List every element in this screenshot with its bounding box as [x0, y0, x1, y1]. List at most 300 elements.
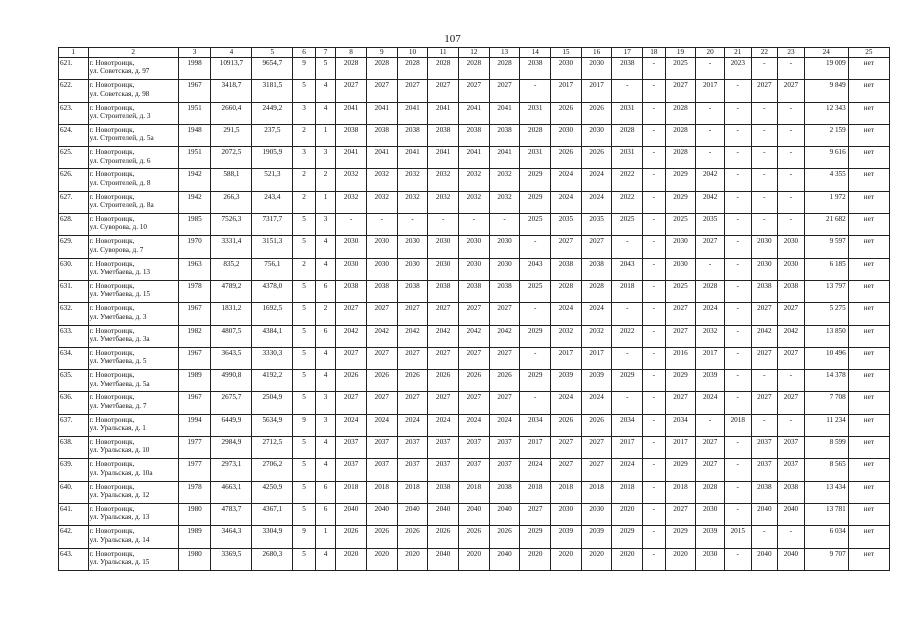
address-city: г. Новотроицк, [89, 237, 135, 246]
table-cell: 2029 [520, 370, 551, 392]
table-cell: 2042 [366, 325, 397, 347]
table-cell: 2027 [428, 80, 459, 102]
table-cell: 2037 [459, 459, 490, 481]
table-cell: - [724, 503, 751, 525]
table-cell: 2027 [459, 303, 490, 325]
table-cell: - [643, 280, 666, 302]
table-cell: нет [848, 526, 889, 548]
table-cell: 2022 [612, 191, 643, 213]
table-cell: 2025 [520, 280, 551, 302]
row-number: 632. [59, 303, 89, 325]
column-header: 23 [778, 48, 805, 58]
table-row [59, 147, 890, 169]
table-cell: 5 [293, 214, 316, 236]
table-cell: 2026 [489, 370, 520, 392]
table-cell: 1 [315, 124, 335, 146]
table-cell: - [724, 102, 751, 124]
table-cell: 2017 [696, 80, 725, 102]
table-cell: 2027 [751, 80, 778, 102]
table-cell: 2038 [366, 280, 397, 302]
address-cell [88, 481, 178, 503]
table-cell: 1977 [178, 437, 211, 459]
table-cell: нет [848, 147, 889, 169]
table-cell: 2032 [366, 191, 397, 213]
table-cell: нет [848, 169, 889, 191]
table-cell: 2027 [551, 236, 582, 258]
table-cell: - [724, 169, 751, 191]
table-cell: 2039 [581, 526, 612, 548]
column-header: 4 [211, 48, 252, 58]
address-city: г. Новотроицк, [89, 304, 135, 313]
table-cell: 2030 [397, 236, 428, 258]
table-cell: 4 [315, 437, 335, 459]
table-cell: 2040 [428, 548, 459, 570]
table-cell: 2706,2 [252, 459, 293, 481]
table-cell: 2038 [520, 58, 551, 80]
table-cell: 2027 [665, 325, 696, 347]
table-cell: - [724, 124, 751, 146]
housing-registry-table [58, 47, 890, 571]
address-street: ул. Советская, д. 98 [89, 89, 150, 98]
table-cell: 2042 [696, 191, 725, 213]
table-cell: 2042 [428, 325, 459, 347]
address-street: ул. Суворова, д. 10 [89, 223, 147, 232]
address-street: ул. Уметбаева, д. 15 [89, 290, 151, 299]
table-cell: - [643, 526, 666, 548]
table-row [59, 459, 890, 481]
table-cell: 2024 [581, 303, 612, 325]
table-cell: 2020 [581, 548, 612, 570]
table-cell: 3181,5 [252, 80, 293, 102]
column-header: 7 [315, 48, 335, 58]
table-cell: - [612, 236, 643, 258]
table-cell: 2030 [428, 236, 459, 258]
table-cell: 5 [293, 303, 316, 325]
table-cell: 2 [293, 169, 316, 191]
table-cell: 835,2 [211, 258, 252, 280]
table-cell: 2024 [581, 191, 612, 213]
table-cell: - [459, 214, 490, 236]
table-cell: 2038 [366, 124, 397, 146]
table-cell: - [643, 303, 666, 325]
table-cell: 2037 [751, 459, 778, 481]
table-cell: 2038 [489, 280, 520, 302]
table-cell: - [724, 392, 751, 414]
address-cell [88, 58, 178, 80]
table-cell: 2038 [459, 280, 490, 302]
column-header: 2 [88, 48, 178, 58]
table-cell: 2026 [551, 414, 582, 436]
table-cell: 9 616 [804, 147, 848, 169]
table-cell: 2038 [612, 58, 643, 80]
table-cell: 291,5 [211, 124, 252, 146]
table-cell: 2024 [397, 414, 428, 436]
table-cell: 2030 [336, 236, 367, 258]
table-cell: - [751, 370, 778, 392]
table-cell: 5 [293, 280, 316, 302]
table-cell: 2024 [459, 414, 490, 436]
table-cell: - [428, 214, 459, 236]
table-cell: 2027 [778, 303, 805, 325]
table-cell: 2030 [489, 258, 520, 280]
table-cell: 2038 [751, 280, 778, 302]
table-cell: 2027 [336, 303, 367, 325]
table-cell: 2041 [489, 147, 520, 169]
table-cell: 2041 [428, 147, 459, 169]
table-cell: - [612, 80, 643, 102]
table-cell: - [778, 214, 805, 236]
table-cell: 4 [315, 548, 335, 570]
table-cell: 2037 [778, 437, 805, 459]
table-cell: - [696, 258, 725, 280]
table-cell: 1942 [178, 191, 211, 213]
table-cell: 7 708 [804, 392, 848, 414]
column-header: 15 [551, 48, 582, 58]
table-cell: 521,3 [252, 169, 293, 191]
table-cell: 2017 [520, 437, 551, 459]
table-cell: 2041 [366, 147, 397, 169]
table-cell: 3 [293, 147, 316, 169]
table-cell: 2037 [336, 437, 367, 459]
table-cell: 2072,5 [211, 147, 252, 169]
table-cell: 2038 [778, 280, 805, 302]
table-cell: 2031 [520, 102, 551, 124]
table-cell: 2038 [428, 481, 459, 503]
table-cell: 1951 [178, 147, 211, 169]
address-city: г. Новотроицк, [89, 504, 135, 513]
table-cell: - [643, 258, 666, 280]
table-cell: 2041 [459, 147, 490, 169]
address-street: ул. Уральская, д. 10 [89, 446, 150, 455]
table-cell: нет [848, 370, 889, 392]
table-cell: - [751, 58, 778, 80]
row-number: 626. [59, 169, 89, 191]
address-city: г. Новотроицк, [89, 281, 135, 290]
table-cell: - [751, 102, 778, 124]
address-cell [88, 392, 178, 414]
table-cell: 2026 [366, 370, 397, 392]
table-cell: 2030 [581, 58, 612, 80]
table-cell: 13 434 [804, 481, 848, 503]
table-cell: - [778, 191, 805, 213]
table-cell: нет [848, 236, 889, 258]
table-cell: 2028 [366, 58, 397, 80]
table-cell: 2040 [428, 503, 459, 525]
column-header: 14 [520, 48, 551, 58]
table-cell: 2020 [612, 548, 643, 570]
table-cell: 6 [315, 325, 335, 347]
address-street: ул. Строителей, д. 6 [89, 156, 151, 165]
table-cell: 2018 [366, 481, 397, 503]
table-cell: 12 343 [804, 102, 848, 124]
table-cell: 2028 [581, 280, 612, 302]
table-cell: 2026 [581, 102, 612, 124]
table-cell: - [778, 102, 805, 124]
table-cell: 2030 [366, 258, 397, 280]
row-number: 635. [59, 370, 89, 392]
address-street: ул. Уметбаева, д. 3а [89, 334, 150, 343]
address-cell [88, 459, 178, 481]
table-cell: 2041 [397, 102, 428, 124]
table-cell: - [520, 347, 551, 369]
table-cell: 2024 [489, 414, 520, 436]
table-cell: 4 [315, 102, 335, 124]
table-cell: 2027 [751, 347, 778, 369]
table-cell: 2018 [724, 414, 751, 436]
column-header: 6 [293, 48, 316, 58]
table-cell: 2041 [336, 147, 367, 169]
table-cell: 2984,9 [211, 437, 252, 459]
table-cell: 2027 [336, 80, 367, 102]
table-cell: 2026 [428, 526, 459, 548]
table-cell: 2017 [581, 347, 612, 369]
table-cell: 266,3 [211, 191, 252, 213]
table-row [59, 258, 890, 280]
table-cell: 2018 [459, 481, 490, 503]
table-cell: 5 [293, 459, 316, 481]
table-cell: - [724, 459, 751, 481]
table-row [59, 392, 890, 414]
address-cell [88, 147, 178, 169]
table-cell: - [751, 147, 778, 169]
table-cell: 2039 [551, 526, 582, 548]
table-cell: - [778, 169, 805, 191]
table-cell: нет [848, 80, 889, 102]
table-cell: - [696, 102, 725, 124]
table-cell: 2040 [751, 548, 778, 570]
table-cell: 2025 [520, 214, 551, 236]
table-cell: - [778, 414, 805, 436]
table-cell: 2032 [336, 191, 367, 213]
address-city: г. Новотроицк, [89, 125, 135, 134]
table-cell: 1942 [178, 169, 211, 191]
table-cell: 2024 [366, 414, 397, 436]
table-cell: 2042 [696, 169, 725, 191]
table-row [59, 481, 890, 503]
address-cell [88, 214, 178, 236]
table-cell: 588,1 [211, 169, 252, 191]
table-cell: 2032 [459, 191, 490, 213]
table-cell: 1998 [178, 58, 211, 80]
address-street: ул. Уметбаева, д. 5а [89, 379, 150, 388]
table-cell: 5 275 [804, 303, 848, 325]
table-cell: 5 [293, 236, 316, 258]
table-cell: 2030 [551, 58, 582, 80]
table-cell: 9 849 [804, 80, 848, 102]
table-cell: 2032 [489, 191, 520, 213]
address-street: ул. Уральская, д. 14 [89, 535, 150, 544]
address-street: ул. Уральская, д. 15 [89, 557, 150, 566]
table-cell: 2027 [751, 392, 778, 414]
column-header: 21 [724, 48, 751, 58]
table-cell: - [643, 370, 666, 392]
table-cell: 2027 [581, 236, 612, 258]
table-cell: - [778, 147, 805, 169]
table-cell: нет [848, 303, 889, 325]
table-cell: 2030 [696, 548, 725, 570]
table-cell: 1831,2 [211, 303, 252, 325]
table-cell: 3369,5 [211, 548, 252, 570]
row-number: 629. [59, 236, 89, 258]
table-cell: 2042 [778, 325, 805, 347]
table-cell: - [643, 102, 666, 124]
table-row [59, 437, 890, 459]
table-cell: 2024 [581, 169, 612, 191]
table-cell: 2027 [665, 392, 696, 414]
table-cell: - [643, 191, 666, 213]
table-cell: 6449,9 [211, 414, 252, 436]
table-cell: 1951 [178, 102, 211, 124]
column-header: 24 [804, 48, 848, 58]
address-cell [88, 303, 178, 325]
table-cell: 2027 [665, 80, 696, 102]
table-cell: - [643, 58, 666, 80]
table-cell: 4789,2 [211, 280, 252, 302]
table-cell: 2017 [665, 437, 696, 459]
address-cell [88, 236, 178, 258]
table-row [59, 169, 890, 191]
table-cell: 2020 [551, 548, 582, 570]
table-cell: 3 [293, 102, 316, 124]
table-cell: 2017 [551, 80, 582, 102]
table-cell: 1692,5 [252, 303, 293, 325]
table-cell: 1905,9 [252, 147, 293, 169]
table-cell: - [724, 481, 751, 503]
table-cell: 2027 [696, 236, 725, 258]
table-cell: - [643, 147, 666, 169]
address-city: г. Новотроицк, [89, 527, 135, 536]
table-cell: - [724, 236, 751, 258]
column-header: 3 [178, 48, 211, 58]
column-header: 10 [397, 48, 428, 58]
table-cell: 2031 [612, 147, 643, 169]
table-cell: 2032 [428, 191, 459, 213]
address-city: г. Новотроицк, [89, 215, 135, 224]
table-cell: 2027 [551, 459, 582, 481]
table-cell: 1967 [178, 347, 211, 369]
table-cell: 1 [315, 191, 335, 213]
row-number: 627. [59, 191, 89, 213]
table-cell: - [643, 236, 666, 258]
table-cell: - [751, 214, 778, 236]
table-cell: 3418,7 [211, 80, 252, 102]
table-cell: - [724, 347, 751, 369]
row-number: 631. [59, 280, 89, 302]
table-cell: 4783,7 [211, 503, 252, 525]
row-number: 639. [59, 459, 89, 481]
table-cell: 2029 [520, 325, 551, 347]
table-cell: 1967 [178, 80, 211, 102]
table-cell: - [778, 526, 805, 548]
table-cell: 243,4 [252, 191, 293, 213]
table-cell: - [643, 548, 666, 570]
table-cell: 5634,9 [252, 414, 293, 436]
table-cell: - [520, 80, 551, 102]
table-cell: 2024 [696, 303, 725, 325]
table-cell: 2027 [336, 347, 367, 369]
table-cell: 2037 [397, 459, 428, 481]
table-cell: нет [848, 503, 889, 525]
column-header: 13 [489, 48, 520, 58]
table-cell: 2040 [459, 503, 490, 525]
address-city: г. Новотроицк, [89, 170, 135, 179]
table-cell: 2030 [665, 258, 696, 280]
table-cell: 2025 [665, 280, 696, 302]
table-cell: 2675,7 [211, 392, 252, 414]
table-cell: 2030 [696, 503, 725, 525]
table-cell: 4384,1 [252, 325, 293, 347]
table-cell: 2037 [428, 459, 459, 481]
table-cell: 2031 [612, 102, 643, 124]
table-cell: нет [848, 58, 889, 80]
table-cell: 2016 [665, 347, 696, 369]
table-cell: 2 [293, 191, 316, 213]
table-cell: 2 [293, 124, 316, 146]
table-row [59, 548, 890, 570]
table-cell: 2040 [366, 503, 397, 525]
address-street: ул. Уметбаева, д. 7 [89, 401, 147, 410]
table-cell: 2029 [520, 526, 551, 548]
table-cell: нет [848, 414, 889, 436]
table-cell: 2027 [489, 303, 520, 325]
table-cell: нет [848, 124, 889, 146]
table-cell: 5 [293, 347, 316, 369]
table-cell: 2040 [489, 503, 520, 525]
table-cell: 2038 [397, 124, 428, 146]
table-cell: 3 [315, 392, 335, 414]
table-cell: 2039 [696, 526, 725, 548]
table-cell: 3304,9 [252, 526, 293, 548]
table-cell: 10913,7 [211, 58, 252, 80]
table-cell: 2027 [366, 80, 397, 102]
table-cell: 2039 [551, 370, 582, 392]
table-cell: 6 034 [804, 526, 848, 548]
table-cell: 2037 [489, 437, 520, 459]
table-cell: 2026 [366, 526, 397, 548]
table-cell: 2035 [581, 214, 612, 236]
table-cell: нет [848, 325, 889, 347]
table-cell: 6 [315, 481, 335, 503]
address-city: г. Новотроицк, [89, 192, 135, 201]
table-cell: 9654,7 [252, 58, 293, 80]
table-cell: 2028 [696, 280, 725, 302]
table-cell: 2018 [520, 481, 551, 503]
table-cell: - [643, 347, 666, 369]
table-cell: 2030 [489, 236, 520, 258]
table-cell: нет [848, 102, 889, 124]
table-cell: нет [848, 392, 889, 414]
address-city: г. Новотроицк, [89, 326, 135, 335]
table-cell: 2038 [428, 124, 459, 146]
table-cell: 2041 [366, 102, 397, 124]
table-cell: 237,5 [252, 124, 293, 146]
table-cell: 4 [315, 236, 335, 258]
table-cell: нет [848, 437, 889, 459]
table-cell: 9 [293, 526, 316, 548]
table-cell: 2 [315, 169, 335, 191]
table-cell: 9 [293, 58, 316, 80]
table-cell: 2027 [696, 459, 725, 481]
table-cell: 2031 [520, 147, 551, 169]
table-cell: 2027 [459, 392, 490, 414]
table-row [59, 414, 890, 436]
table-cell: - [751, 414, 778, 436]
table-row [59, 303, 890, 325]
table-cell: 2024 [428, 414, 459, 436]
address-city: г. Новотроицк, [89, 148, 135, 157]
table-cell: 14 378 [804, 370, 848, 392]
table-cell: 2038 [489, 481, 520, 503]
